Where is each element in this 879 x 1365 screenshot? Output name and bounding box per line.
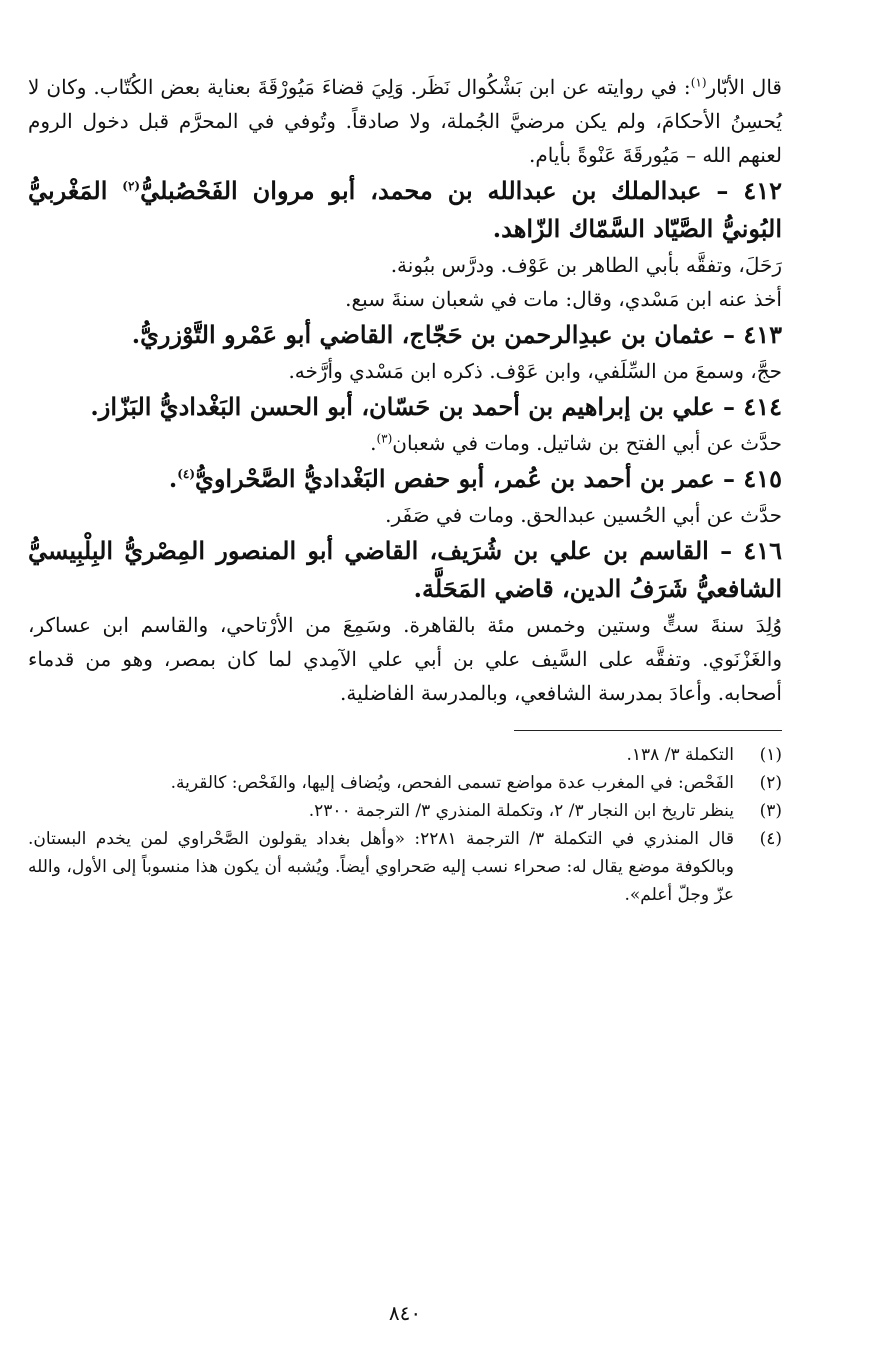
footnote-text: ينظر تاريخ ابن النجار ٣/ ٢، وتكملة المنذري ٣/ الترجمة ٢٣٠٠.: [308, 801, 734, 821]
footnote-number: (١): [759, 745, 782, 765]
footnotes: [28, 741, 782, 909]
intro-text-start: قال الأبّار: [706, 75, 782, 99]
footnote-number: (٤): [759, 829, 782, 849]
page-number: ٨٤٠: [388, 1301, 422, 1325]
intro-paragraph: [28, 70, 782, 172]
footnote-text: قال المنذري في التكملة ٣/ الترجمة ٢٢٨١: «وأهل بغداد يقولون الصَّحْراوي لمن يخدم البستان. وبالكوفة موضع يقال له: صحراء نسب إليه صَحراوي أيضاً. ويُشبه أن يكون هذا منسوباً إلى الأول، والله عزّ وجلّ أعلم».: [28, 829, 734, 905]
entry-name: القاسم بن علي بن شُرَيف، القاضي أبو المنصور المِصْريُّ البِلْبِيسيُّ الشافعيُّ شَرَفُ الدين، قاضي المَحَلَّة.: [28, 536, 782, 603]
entry-name: عمر بن أحمد بن عُمر، أبو حفص البَغْداديُّ الصَّحْراويُّ: [195, 464, 715, 493]
footnote-3: [28, 797, 782, 825]
entry-number: ٤١٢: [743, 176, 782, 205]
entry-name-continued: .: [168, 464, 178, 493]
entry-name: عثمان بن عبدِالرحمن بن حَجّاج، القاضي أبو عَمْرو التَّوْزريُّ.: [131, 320, 715, 349]
entry-name-continued: المَغْربيُّ البُونيُّ الصَّيّاد السَّمّاك الزّاهد.: [28, 176, 782, 243]
entry-number: ٤١٣: [743, 320, 782, 349]
footnote-2: [28, 769, 782, 797]
entry-number: ٤١٤: [743, 392, 782, 421]
footnote-ref-4[interactable]: (٤): [177, 467, 196, 481]
entry-body-line: أخذ عنه ابن مَسْدي، وقال: مات في شعبان سنةَ سبع.: [345, 287, 782, 311]
footnote-number: (٢): [759, 773, 782, 793]
entry-body-line: حدَّث عن أبي الحُسين عبدالحق. ومات في صَفَر.: [385, 503, 782, 527]
entry-body-line: حجَّ، وسمعَ من السِّلَفي، وابن عَوْف. ذكره ابن مَسْدي وأرَّخه.: [288, 359, 782, 383]
entry-body-punct: .: [370, 431, 377, 455]
footnote-ref-1[interactable]: (١): [690, 75, 707, 90]
entry-body-line: [28, 426, 782, 460]
entry-number: ٤١٦: [743, 536, 782, 565]
entry-name: علي بن إبراهيم بن أحمد بن حَسّان، أبو الحسن البَغْداديُّ البَزّاز.: [90, 392, 715, 421]
footnote-4: [28, 825, 782, 909]
intro-text-rest: : في روايته عن ابن بَشْكُوال نَظَر. وَلِيَ قضاءَ مَيُورْقَةَ بعناية بعض الكُتّاب. وكان لا يُحسِنُ الأحكامَ، ولم يكن مرضيَّ الجُملة، ولا صادقاً. وتُوفي في المحرَّم قبل دخول الروم لعنهم الله – مَيُورقَةَ عَنْوةً بأيام.: [28, 75, 782, 167]
entry-number: ٤١٥: [743, 464, 782, 493]
footnote-text: الفَحْص: في المغرب عدة مواضع تسمى الفحص، ويُضاف إليها، والفَحْص: كالقرية.: [170, 773, 734, 793]
entry-body-paragraph: وُلِدَ سنةَ ستٍّ وستين وخمس مئة بالقاهرة. وسَمِعَ من الأرْتاحي، والقاسم ابن عساكر، والغَزْنَوي. وتفقَّه على السَّيف علي بن أبي علي الآمِدي لما كان بمصر، وهو من قدماء أصحابه. وأعادَ بمدرسة الشافعي، وبالمدرسة الفاضلية.: [28, 613, 782, 705]
footnote-number: (٣): [759, 801, 782, 821]
entry-heading-413: ٤١٣ – عثمان بن عبدِالرحمن بن حَجّاج، القاضي أبو عَمْرو التَّوْزريُّ.: [131, 320, 782, 349]
footnote-separator: [514, 730, 782, 731]
entry-heading-416: ٤١٦ – القاسم بن علي بن شُرَيف، القاضي أبو المنصور المِصْريُّ البِلْبِيسيُّ الشافعيُّ شَرَفُ الدين، قاضي المَحَلَّة.: [28, 536, 782, 603]
entry-heading-415: ٤١٥ – عمر بن أحمد بن عُمر، أبو حفص البَغْداديُّ الصَّحْراويُّ$^{(٤)}$.: [168, 464, 782, 493]
entry-body-text: حدَّث عن أبي الفتح بن شاتيل. ومات في شعبان: [392, 431, 782, 455]
footnote-ref-2[interactable]: (٢): [122, 179, 141, 193]
entry-name: عبدالملك بن عبدالله بن محمد، أبو مروان الفَحْصُبليُّ: [140, 176, 702, 205]
document-page: [28, 70, 782, 1325]
entry-heading-412: ٤١٢ – عبدالملك بن عبدالله بن محمد، أبو مروان الفَحْصُبليُّ$^{(٢)}$ المَغْربيُّ البُونيُّ الصَّيّاد السَّمّاك الزّاهد.: [28, 176, 782, 243]
footnote-text: التكملة ٣/ ١٣٨.: [626, 745, 734, 765]
entry-heading-414: ٤١٤ – علي بن إبراهيم بن أحمد بن حَسّان، أبو الحسن البَغْداديُّ البَزّاز.: [90, 392, 782, 421]
footnote-1: [28, 741, 782, 769]
footnote-ref-3[interactable]: (٣): [376, 431, 393, 446]
entry-body-line: رَحَلَ، وتفقَّه بأبي الطاهر بن عَوْف. ودرَّس ببُونة.: [390, 253, 782, 277]
